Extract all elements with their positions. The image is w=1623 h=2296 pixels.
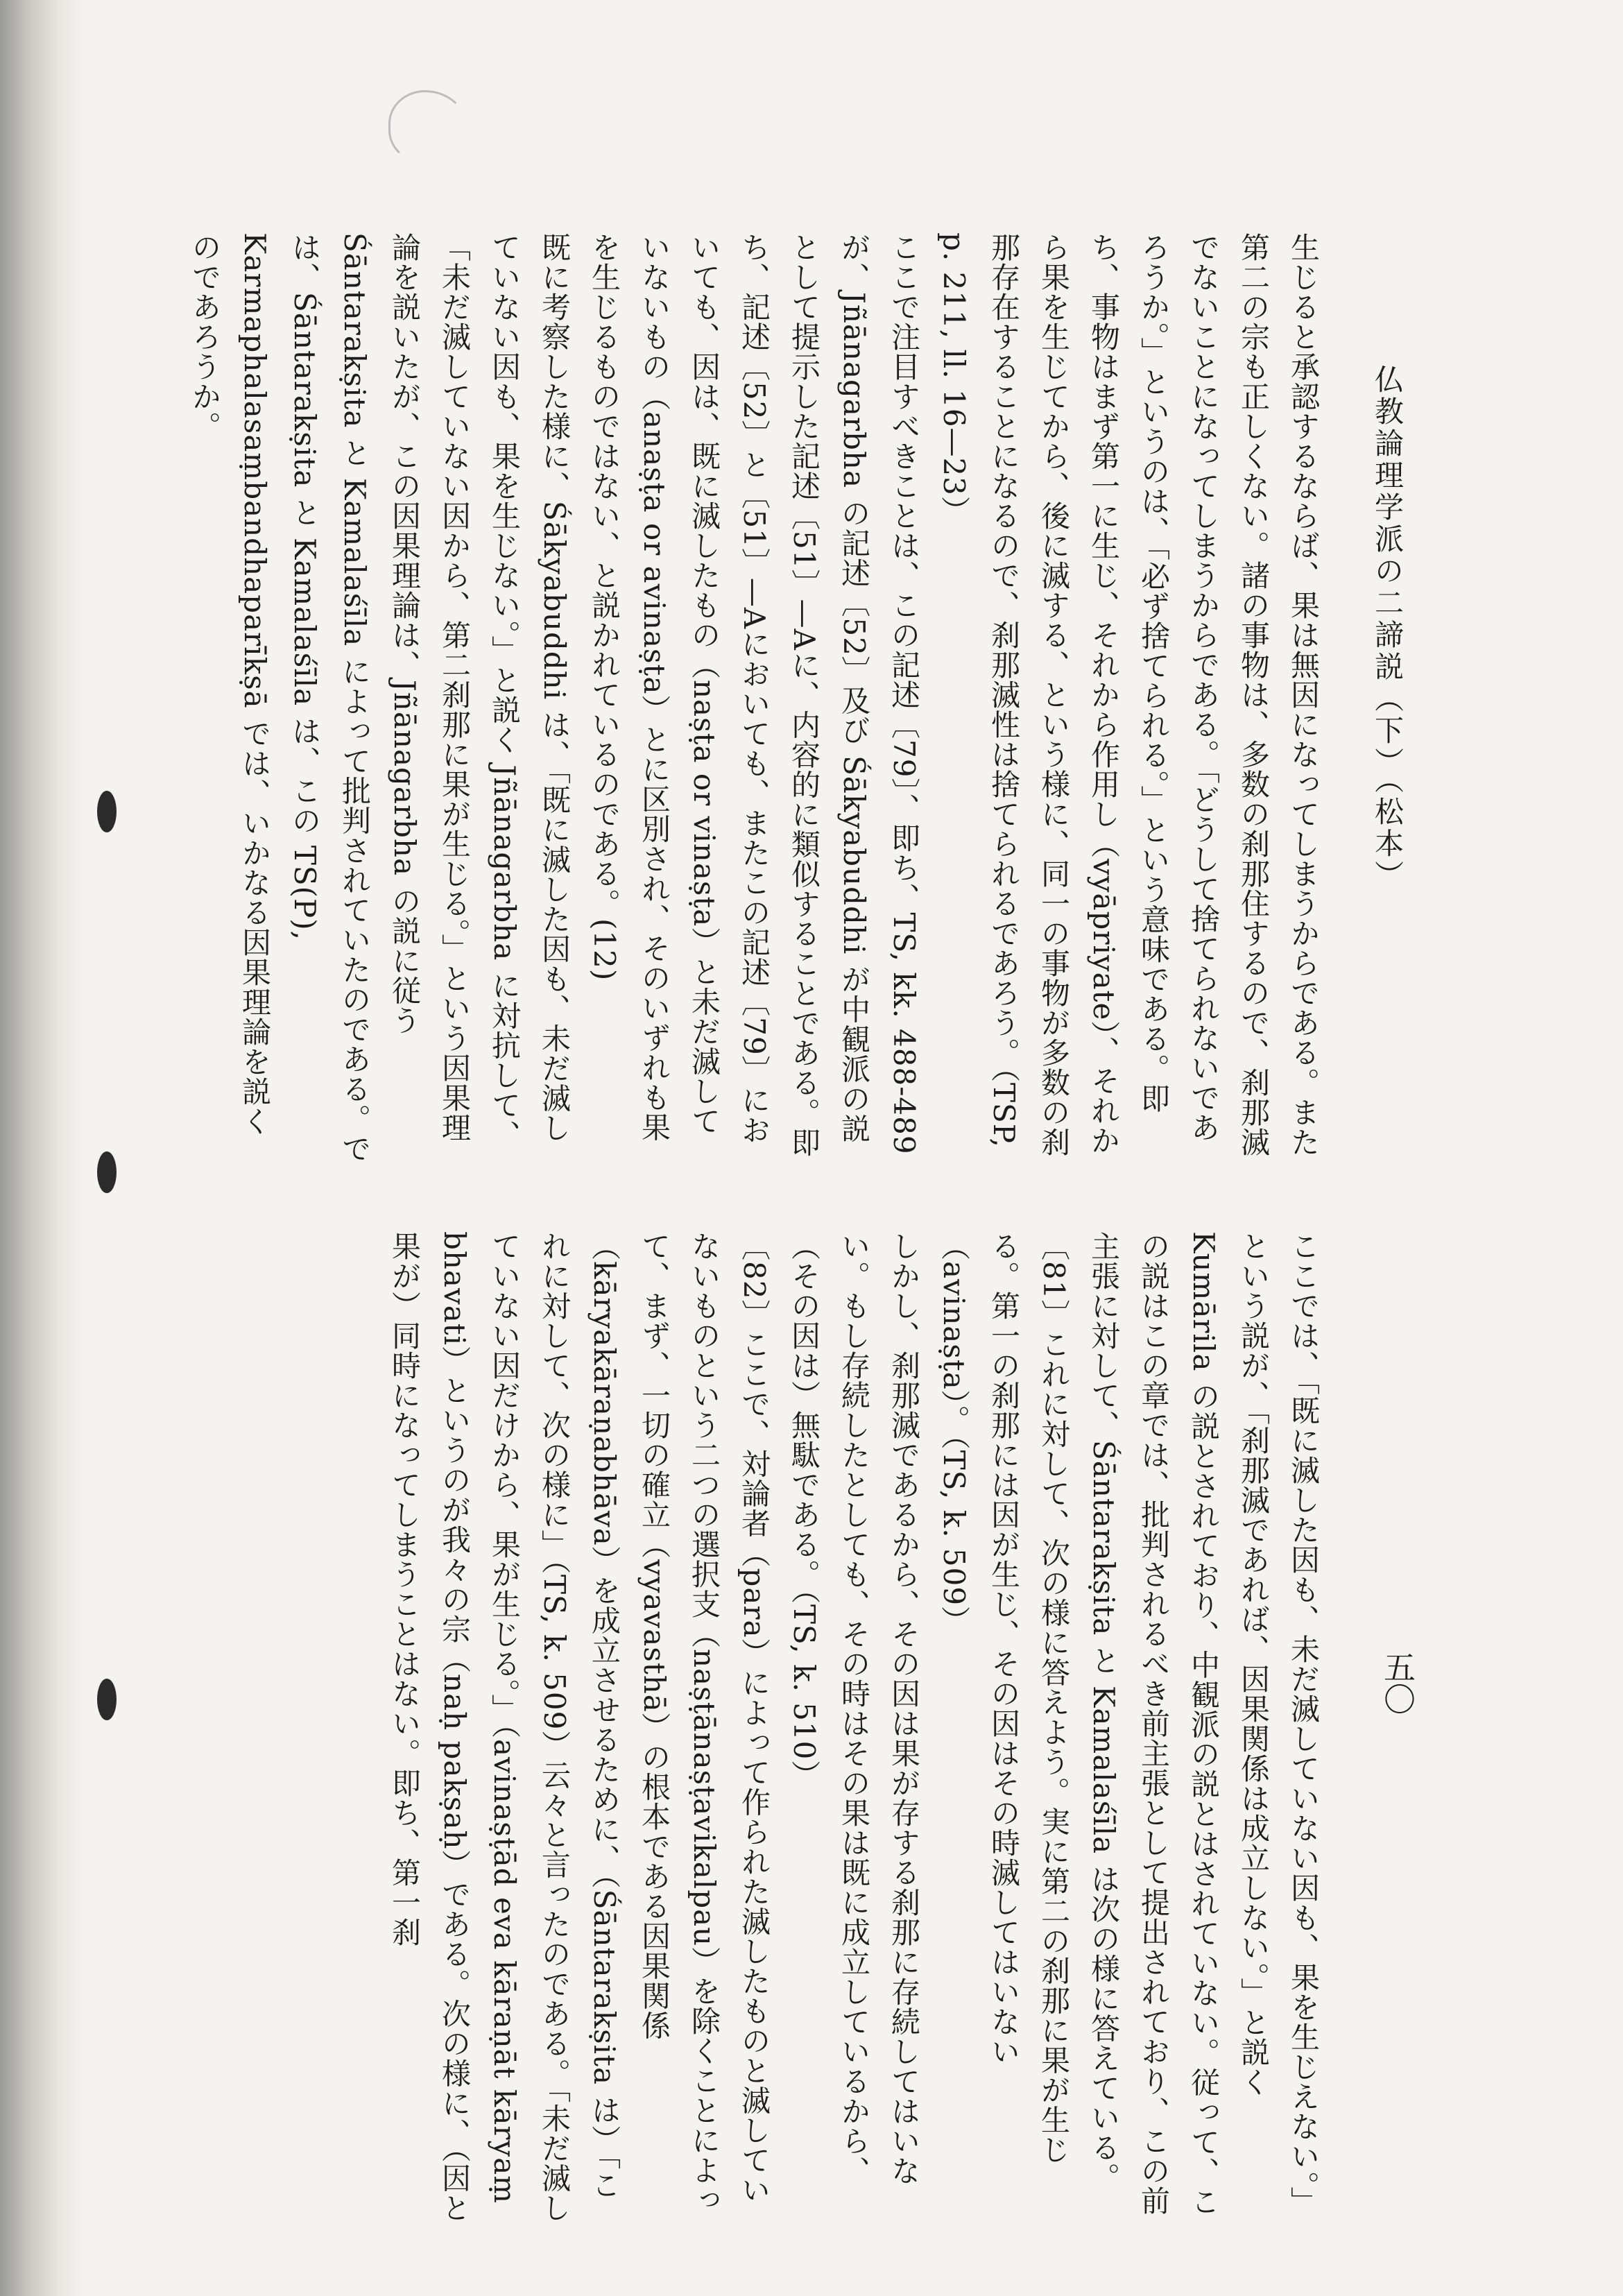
paragraph: 既に考察した様に、Śākyabuddhi は、「既に滅した因も、未だ滅していない因も、果を生じない。」と説く Jñānagarbha に対抗して、「未だ滅していない因から、第二刹那に果が生じる。」という因果理論を説いたが、この因果理論は、Jñānagarbha の説に従う Śāntarakṣita と Kamalaśīla によって批判されていたのである。では、Śāntarakṣita と Kamalaśīla は、この TS(P), Karmaphalasaṃbandhaparīkṣā では、いかなる因果理論を説くのであろうか。: [188, 232, 572, 1164]
paragraph: 生じると承認するならば、果は無因になってしまうからである。また第二の宗も正しくない。諸の事物は、多数の刹那住するので、刹那滅でないことになってしまうからである。「どうして捨てられないであろうか。」というのは、「必ず捨てられる。」という意味である。即ち、事物はまず第一に生じ、それから作用し（vyāpriyate）、それから果を生じてから、後に滅する、という様に、同一の事物が多数の刹那存在することになるので、刹那滅性は捨てられるであろう。（TSP, p. 211, ll. 16—23）: [937, 232, 1321, 1157]
page-number: 五〇: [1379, 1651, 1416, 1715]
paragraph: ここでは、「既に滅した因も、未だ滅していない因も、果を生じえない。」という説が、「刹那滅であれば、因果関係は成立しない。」と説く Kumārila の説とされており、中観派の説とはされていない。従って、この説はこの章では、批判されるべき前主張として提出されており、この前主張に対して、Śāntarakṣita と Kamalaśīla は次の様に答えている。: [1087, 1231, 1321, 2217]
left-page-text: [246, 1231, 1328, 2223]
pencil-mark: [388, 90, 469, 164]
paragraph: しかし、刹那滅であるから、その因は果が存する刹那に存続してはいない。もし存続したとしても、その時はその果は既に成立しているから、（その因は）無駄である。（TS, k. 510）: [787, 1231, 921, 2186]
binding-hole: [97, 1679, 117, 1720]
binding-hole: [97, 1151, 117, 1193]
paragraph: 〔81〕これに対して、次の様に答えよう。実に第二の刹那に果が生じる。第一の刹那には因が生じ、その因はその時滅してはいない（avinaṣṭa）。（TS, k. 509）: [937, 1231, 1071, 2165]
paragraph: ここで注目すべきことは、この記述〔79〕、即ち、TS, kk. 488-489 が、Jñānagarbha の記述〔52〕及び Śākyabuddhi が中観派の説として提示した記述〔51〕—Aに、内容的に類似することである。即ち、記述〔52〕と〔51〕—Aにおいても、またこの記述〔79〕においても、因は、既に滅したもの（naṣṭa or vinaṣṭa）と未だ滅していないもの（anaṣṭa or avinaṣṭa）とに区別され、そのいずれも果を生じるものではない、と説かれているのである。(12): [587, 232, 921, 1158]
scan-binding-shadow: [0, 0, 83, 2296]
binding-hole: [97, 791, 117, 832]
paragraph: 〔82〕ここで、対論者（para）によって作られた滅したものと滅していないものという二つの選択支（naṣṭānaṣṭavikalpau）を除くことによって、まず、一切の確立（vyavasthā）の根本である因果関係（kāryakāraṇabhāva）を成立させるために、（Śāntarakṣita は）「これに対して、次の様に」（TS, k. 509）云々と言ったのである。「未だ滅していない因だけから、果が生じる。」（avinaṣṭād eva kāraṇāt kāryaṃ bhavati）というのが我々の宗（naḥ pakṣaḥ）である。次の様に、（因と果が）同時になってしまうことはない。即ち、第一刹: [388, 1231, 771, 2223]
running-title: 仏教論理学派の二諦説（下）（松本）: [1371, 364, 1405, 892]
right-page-text: [188, 232, 1328, 1165]
